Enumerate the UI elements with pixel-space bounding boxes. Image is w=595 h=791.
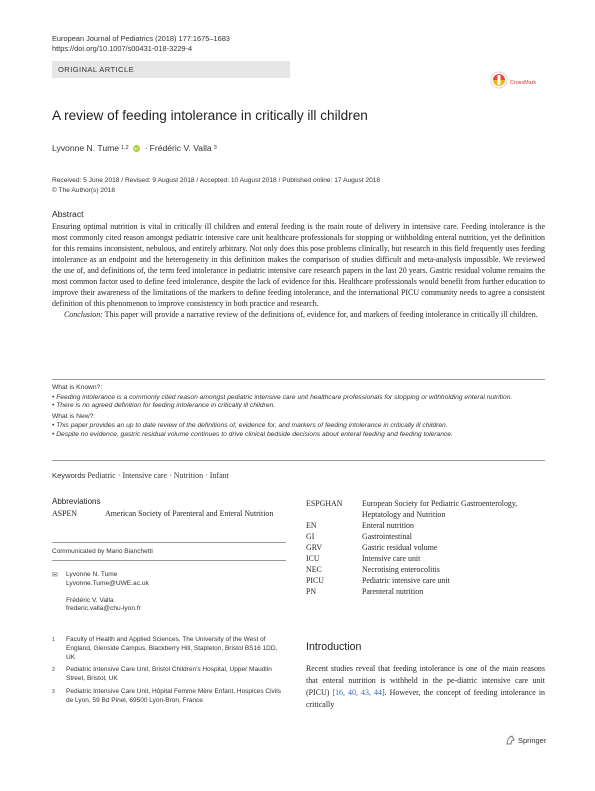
introduction-heading: Introduction — [306, 641, 362, 653]
divider — [52, 542, 286, 543]
affiliation-item — [52, 666, 286, 684]
divider — [52, 379, 545, 380]
affiliations-list — [52, 636, 286, 710]
abbreviation-definition: Parenteral nutrition — [362, 587, 424, 596]
article-title: A review of feeding intolerance in critically ill children — [52, 108, 368, 123]
affiliation-text: Faculty of Health and Applied Sciences, The University of the West of England, Glenside Campus, Blackberry Hill, Stapleton, Bristol BS16 1DD, UK — [66, 636, 278, 661]
contact-name: Lyvonne N. Tume — [66, 571, 118, 578]
abbreviation-row — [306, 564, 546, 575]
abbreviation-term: EN — [306, 521, 317, 530]
keywords-label: Keywords — [52, 471, 86, 480]
introduction-text: Recent studies reveal that feeding intolerance is one of the main reasons that enteral nutrition is withheld in the pe-diatric intensive care unit (PICU) — [306, 664, 545, 698]
known-item: • Feeding intolerance is a commonly cited reason amongst pediatric intensive care unit healthcare professionals for stopping or withholding enteral nutrition. — [52, 393, 513, 401]
abbreviation-row — [306, 575, 546, 586]
abbreviation-definition: Gastric residual volume — [362, 543, 438, 552]
key-points-box — [52, 382, 545, 440]
contact-name: Frédéric V. Valla — [66, 596, 114, 604]
abbreviation-row — [306, 553, 546, 564]
author-separator: · — [144, 143, 148, 153]
abbreviation-row — [52, 508, 286, 519]
conclusion-text: This paper will provide a narrative review of the definitions of, evidence for, and markers of feeding intolerance in critically ill children. — [102, 310, 538, 320]
affiliation-number: 1 — [52, 637, 55, 643]
known-item: • There is no agreed definition for feeding intolerance in critically ill children. — [52, 402, 276, 410]
introduction-text: . However, the concept of feeding intolerance in critically — [306, 688, 545, 710]
article-type-banner: ORIGINAL ARTICLE — [52, 61, 290, 78]
crossmark-icon — [490, 70, 546, 96]
divider — [52, 460, 545, 461]
abstract-heading: Abstract — [52, 209, 84, 219]
abbreviation-row — [306, 520, 546, 531]
abbreviation-term: GRV — [306, 543, 323, 552]
publisher-footer — [506, 735, 546, 745]
affiliation-text: Pediatric Intensive Care Unit, Bristol Children’s Hospital, Upper Maudlin Street, Bristol, UK — [66, 666, 272, 683]
abbreviation-definition: Necrotising enterocolitis — [362, 565, 440, 574]
abbreviation-definition: Pediatric intensive care unit — [362, 576, 450, 585]
abbreviation-term: ESPGHAN — [306, 499, 343, 508]
abbreviation-term: NEC — [306, 565, 322, 574]
copyright-line: © The Author(s) 2018 — [52, 186, 116, 194]
keywords-line — [52, 471, 229, 480]
abbreviation-row — [306, 531, 546, 542]
abstract-paragraph: Ensuring optimal nutrition is vital in critically ill children and enteral feeding is the main route of delivery in intensive care. Feeding intolerance is the most commonly cited reason amongst pediatric intensive care unit healthcare professionals for stopping or withholding enteral nutrition, yet the definition for this remains inconsistent, nebulous, and entirely arbitrary. Not only does this pose problems clinically, but research in this field frequently uses feeding intolerance as an endpoint and the heterogeneity in this definition makes the comparison of studies difficult and meta-analysis impossible. We reviewed the use of, and definitions of, the term feed intolerance in pediatric intensive care research papers in the last 20 years. Gastric residual volume remains the most common factor used to define feed intolerance, despite the lack of evidence for this. Healthcare professionals would benefit from further education to improve their awareness of the limitations of the markers to define feeding intolerance, and the international PICU community needs to agree a consistent definition of this phenomenon to improve consistency in both practice and research. — [52, 222, 545, 309]
keywords-value: Pediatric · Intensive care · Nutrition · Infant — [85, 471, 229, 480]
author-name[interactable]: Frédéric V. Valla — [149, 143, 212, 153]
abbreviation-definition: Gastrointestinal — [362, 532, 412, 541]
contact-email[interactable]: Lyvonne.Tume@UWE.ac.uk — [66, 579, 149, 587]
affiliation-text: Pediatric Intensive Care Unit, Hôpital Femme Mère Enfant, Hospices Civils de Lyon, 59 Bd Pinel, 69500 Lyon-Bron, France — [66, 687, 281, 704]
introduction-body — [306, 663, 545, 711]
publisher-name: Springer — [518, 735, 547, 745]
abbreviation-term: PICU — [306, 576, 324, 585]
contact-email[interactable]: frederic.valla@chu-lyon.fr — [66, 605, 141, 613]
doi-link[interactable]: https://doi.org/10.1007/s00431-018-3229-4 — [52, 44, 193, 53]
crossmark-badge[interactable] — [490, 70, 546, 96]
springer-horse-icon — [506, 735, 515, 745]
abbreviation-row — [306, 498, 546, 520]
citation-link[interactable]: [16, 40, 43, 44] — [332, 688, 385, 698]
author-affiliation-marker: 3 — [213, 145, 217, 151]
abbreviations-list-left — [52, 508, 286, 519]
correspondence-block — [52, 571, 149, 614]
crossmark-label: CrossMark — [510, 80, 537, 86]
new-item: • Despite no evidence, gastric residual volume continues to drive clinical bedside decisions about enteral feeding and feeding tolerance. — [52, 430, 453, 438]
new-heading: What is New?: — [52, 412, 96, 420]
abbreviation-row — [306, 542, 546, 553]
author-list — [52, 143, 217, 153]
publication-dates — [52, 176, 380, 195]
abbreviation-definition: Enteral nutrition — [362, 521, 414, 530]
journal-citation: European Journal of Pediatrics (2018) 177:1675–1683 — [52, 34, 230, 43]
affiliation-number: 2 — [52, 667, 55, 674]
abbreviation-term: GI — [306, 532, 315, 541]
journal-header — [52, 34, 230, 54]
abbreviation-definition: European Society for Pediatric Gastroenterology, Heptatology and Nutrition — [362, 499, 518, 519]
abstract-body — [52, 221, 545, 320]
abbreviation-term: ICU — [306, 554, 320, 563]
communicated-by: Communicated by Mario Bianchetti — [52, 548, 153, 555]
envelope-icon: ✉ — [52, 572, 58, 579]
new-item: • This paper provides an up to date review of the definitions of, evidence for, and markers of feeding intolerance in critically ill children. — [52, 422, 448, 430]
divider — [52, 560, 286, 561]
abbreviation-term: PN — [306, 587, 317, 596]
abbreviations-list-right — [306, 498, 546, 597]
conclusion-label: Conclusion: — [64, 310, 103, 320]
affiliation-item — [52, 688, 286, 706]
author-name[interactable]: Lyvonne N. Tume — [52, 143, 120, 153]
abbreviation-definition: Intensive care unit — [362, 554, 421, 563]
abbreviations-heading: Abbreviations — [52, 497, 101, 506]
affiliation-number: 3 — [52, 688, 55, 695]
abbreviation-row — [306, 586, 546, 597]
abbreviation-definition: American Society of Parenteral and Enteral Nutrition — [105, 509, 274, 518]
orcid-icon[interactable]: iD — [134, 145, 139, 151]
history-dates: Received: 5 June 2018 / Revised: 9 August 2018 / Accepted: 10 August 2018 / Published online: 17 August 2018 — [52, 177, 381, 184]
known-heading: What is Known?: — [52, 384, 103, 391]
author-affiliation-marker: 1,2 — [121, 145, 129, 151]
affiliation-item — [52, 636, 286, 662]
abstract-conclusion — [52, 309, 545, 320]
abbreviation-term: ASPEN — [52, 509, 77, 518]
